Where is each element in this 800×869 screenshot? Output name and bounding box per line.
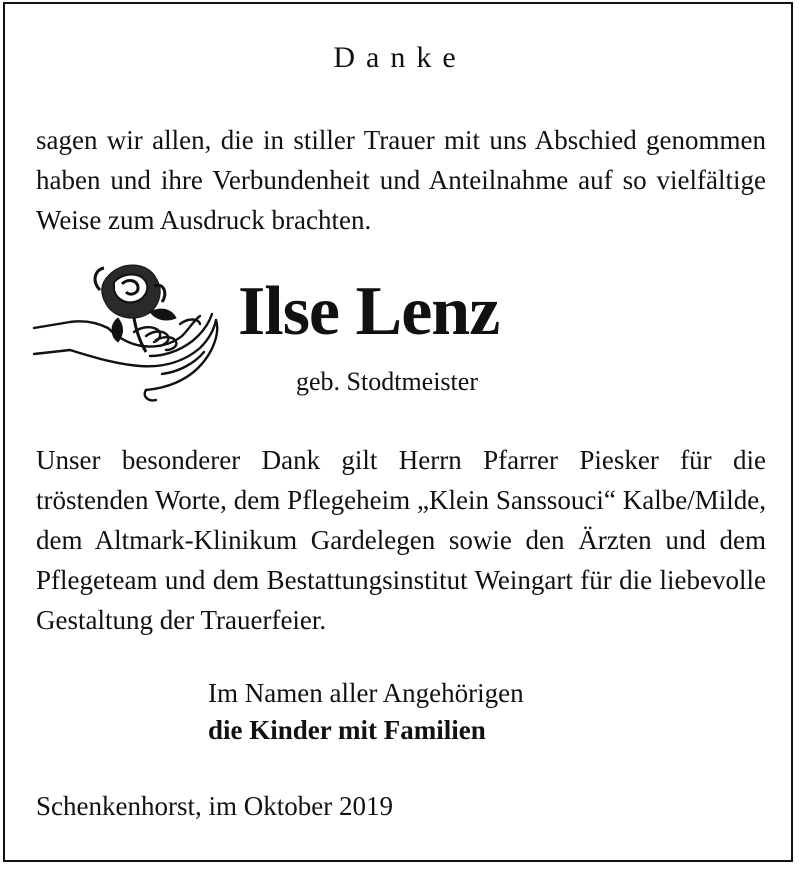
signature-line-2: die Kinder mit Familien <box>208 715 486 745</box>
place-and-date: Schenkenhorst, im Oktober 2019 <box>36 791 393 821</box>
notice-heading: Danke <box>333 41 467 74</box>
deceased-name: Ilse Lenz <box>238 273 500 350</box>
maiden-name: geb. Stodtmeister <box>296 367 478 396</box>
intro-paragraph: sagen wir allen, die in stiller Trauer mit uns Abschied genommen haben und ihre Verbundenheit und Anteilnahme auf so vielfältige Weise zum Ausdruck brachten. <box>36 125 766 235</box>
thanks-paragraph: Unser besonderer Dank gilt Herrn Pfarrer Piesker für die tröstenden Worte, dem Pflegeheim „Klein Sanssouci“ Kalbe/Milde, dem Altmark-Klinikum Gardelegen sowie den Ärzten und dem Pflegeteam und dem Bestattungsinstitut Weingart für die liebevolle Gestaltung der Trauerfeier. <box>36 445 766 635</box>
signature-line-1: Im Namen aller Angehörigen <box>208 678 524 708</box>
rose-in-hands-icon <box>30 256 226 406</box>
